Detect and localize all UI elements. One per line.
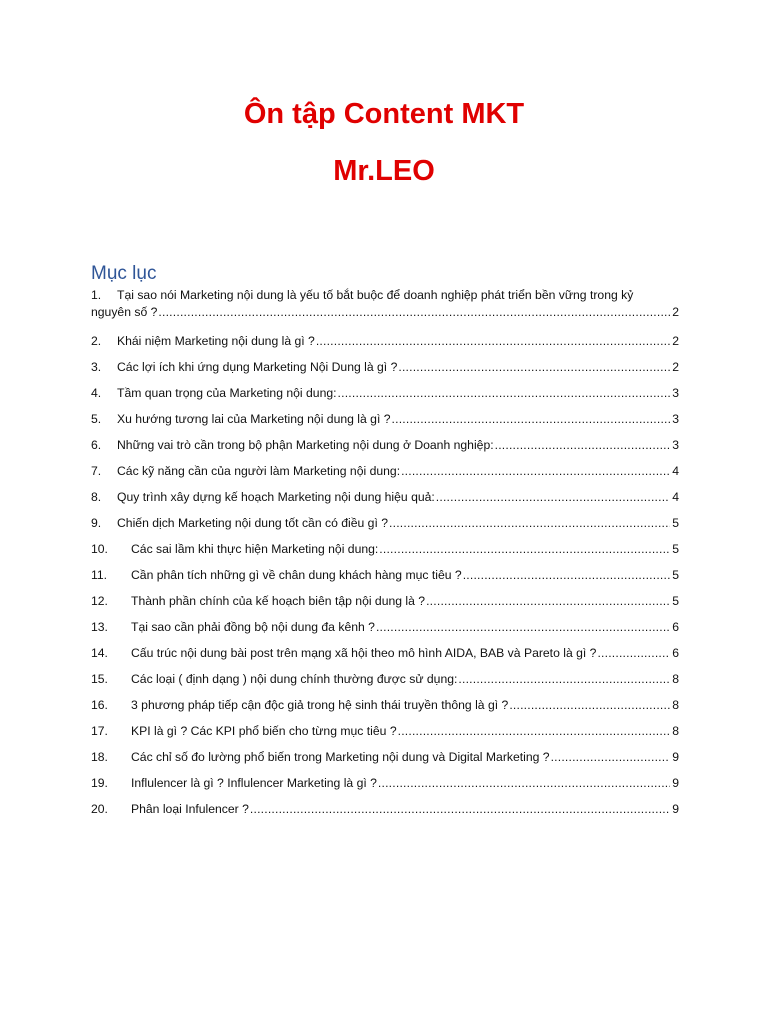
toc-heading: Mục lục (91, 263, 157, 284)
toc-item-number: 10. (91, 542, 108, 556)
toc-item-text: Những vai trò cần trong bộ phận Marketing nội dung ở Doanh nghiệp: (117, 438, 494, 452)
toc-item-page: 8 (672, 698, 679, 712)
toc-item-page: 6 (672, 646, 679, 660)
toc-item-text: Các chỉ số đo lường phổ biến trong Marketing nội dung và Digital Marketing ? (131, 750, 550, 764)
toc-item-number: 18. (91, 750, 108, 764)
toc-dot-leader (316, 333, 670, 350)
toc-item-number: 3. (91, 360, 102, 374)
toc-item-text: Các kỹ năng cần của người làm Marketing nội dung: (117, 464, 401, 478)
toc-item[interactable] (91, 385, 679, 411)
toc-item-page: 9 (672, 802, 679, 816)
toc-item-text: Cấu trúc nội dung bài post trên mạng xã hội theo mô hình AIDA, BAB và Pareto là gì ? (131, 646, 597, 660)
toc-item-page: 5 (672, 516, 679, 530)
toc-item-page: 4 (672, 490, 679, 504)
toc-item-text: KPI là gì ? Các KPI phổ biến cho từng mục tiêu ? (131, 724, 397, 738)
toc-item-text: Các sai lầm khi thực hiện Marketing nội dung: (131, 542, 379, 556)
toc-item[interactable] (91, 801, 679, 827)
toc-item[interactable] (91, 437, 679, 463)
toc-item-page: 2 (672, 334, 679, 348)
toc-item-number: 7. (91, 464, 102, 478)
toc-item-page: 8 (672, 672, 679, 686)
toc-item-page: 9 (672, 750, 679, 764)
toc-item[interactable] (91, 489, 679, 515)
toc-item[interactable] (91, 749, 679, 775)
toc-item[interactable] (91, 333, 679, 359)
toc-item-text: Tầm quan trọng của Marketing nội dung: (117, 386, 337, 400)
document-subtitle: Mr.LEO (333, 155, 435, 187)
toc-item-text: 3 phương pháp tiếp cận độc giả trong hệ sinh thái truyền thông là gì ? (131, 698, 509, 712)
toc-item-number: 8. (91, 490, 102, 504)
toc-item-page: 3 (672, 386, 679, 400)
toc-item[interactable] (91, 697, 679, 723)
toc-item-number: 14. (91, 646, 108, 660)
toc-dot-leader (378, 775, 670, 792)
toc-item-text: Các lợi ích khi ứng dụng Marketing Nội Dung là gì ? (117, 360, 398, 374)
toc-item-page: 2 (672, 305, 679, 319)
toc-item-page: 3 (672, 412, 679, 426)
toc-item-number: 1. (91, 288, 102, 302)
toc-item-number: 17. (91, 724, 108, 738)
toc-dot-leader (551, 749, 671, 766)
toc-item[interactable] (91, 671, 679, 697)
toc-item[interactable] (91, 593, 679, 619)
toc-dot-leader (509, 697, 670, 714)
toc-item[interactable] (91, 645, 679, 671)
toc-item-page: 2 (672, 360, 679, 374)
toc-item[interactable] (91, 567, 679, 593)
toc-item-text: Xu hướng tương lai của Marketing nội dung là gì ? (117, 412, 391, 426)
toc-dot-leader (158, 304, 670, 321)
toc-item-number: 19. (91, 776, 108, 790)
toc-item[interactable] (91, 463, 679, 489)
toc-item-number: 16. (91, 698, 108, 712)
toc-item[interactable] (91, 541, 679, 567)
toc-item-number: 13. (91, 620, 108, 634)
toc-item-page: 9 (672, 776, 679, 790)
toc-item-number: 15. (91, 672, 108, 686)
toc-item[interactable] (91, 287, 679, 333)
toc-item-page: 8 (672, 724, 679, 738)
toc-dot-leader (495, 437, 671, 454)
toc-item-page: 6 (672, 620, 679, 634)
document-title: Ôn tập Content MKT (243, 98, 525, 130)
toc-dot-leader (436, 489, 670, 506)
toc-item-page: 3 (672, 438, 679, 452)
toc-dot-leader (597, 645, 670, 662)
toc-item-text: Tại sao cần phải đồng bộ nội dung đa kênh ? (131, 620, 375, 634)
toc-item-page: 4 (672, 464, 679, 478)
toc-item-number: 6. (91, 438, 102, 452)
toc-item[interactable] (91, 359, 679, 385)
toc-item-text: nguyên số ? (91, 305, 158, 319)
toc-item-number: 20. (91, 802, 108, 816)
toc-item[interactable] (91, 619, 679, 645)
toc-dot-leader (398, 723, 671, 740)
toc-dot-leader (398, 359, 670, 376)
toc-dot-leader (338, 385, 671, 402)
toc-item[interactable] (91, 515, 679, 541)
toc-item-text: Thành phần chính của kế hoạch biên tập nội dung là ? (131, 594, 426, 608)
table-of-contents (91, 287, 679, 827)
toc-dot-leader (426, 593, 670, 610)
toc-dot-leader (458, 671, 670, 688)
toc-item[interactable] (91, 775, 679, 801)
toc-item-text: Chiến dịch Marketing nội dung tốt cần có điều gì ? (117, 516, 389, 530)
toc-dot-leader (463, 567, 671, 584)
toc-item-page: 5 (672, 568, 679, 582)
toc-dot-leader (376, 619, 670, 636)
toc-dot-leader (389, 515, 670, 532)
toc-item-text-line1: Tại sao nói Marketing nội dung là yếu tố bắt buộc để doanh nghiệp phát triển bền vững trong kỷ (117, 288, 634, 302)
toc-item-number: 11. (91, 568, 108, 582)
toc-item-text: Cần phân tích những gì về chân dung khách hàng mục tiêu ? (131, 568, 462, 582)
toc-item-number: 12. (91, 594, 108, 608)
toc-dot-leader (250, 801, 670, 818)
toc-item-text: Phân loại Infulencer ? (131, 802, 249, 816)
toc-item[interactable] (91, 411, 679, 437)
toc-item-text: Quy trình xây dựng kế hoạch Marketing nội dung hiệu quả: (117, 490, 435, 504)
toc-item-number: 9. (91, 516, 102, 530)
toc-item-page: 5 (672, 542, 679, 556)
toc-item-text: Influlencer là gì ? Influlencer Marketing là gì ? (131, 776, 377, 790)
toc-dot-leader (401, 463, 670, 480)
toc-dot-leader (379, 541, 670, 558)
toc-item-page: 5 (672, 594, 679, 608)
toc-item-text: Khái niệm Marketing nội dung là gì ? (117, 334, 315, 348)
toc-item-number: 4. (91, 386, 102, 400)
toc-item-number: 2. (91, 334, 102, 348)
toc-item-number: 5. (91, 412, 102, 426)
toc-item-text: Các loại ( định dạng ) nội dung chính thường được sử dụng: (131, 672, 458, 686)
toc-dot-leader (392, 411, 671, 428)
toc-item[interactable] (91, 723, 679, 749)
